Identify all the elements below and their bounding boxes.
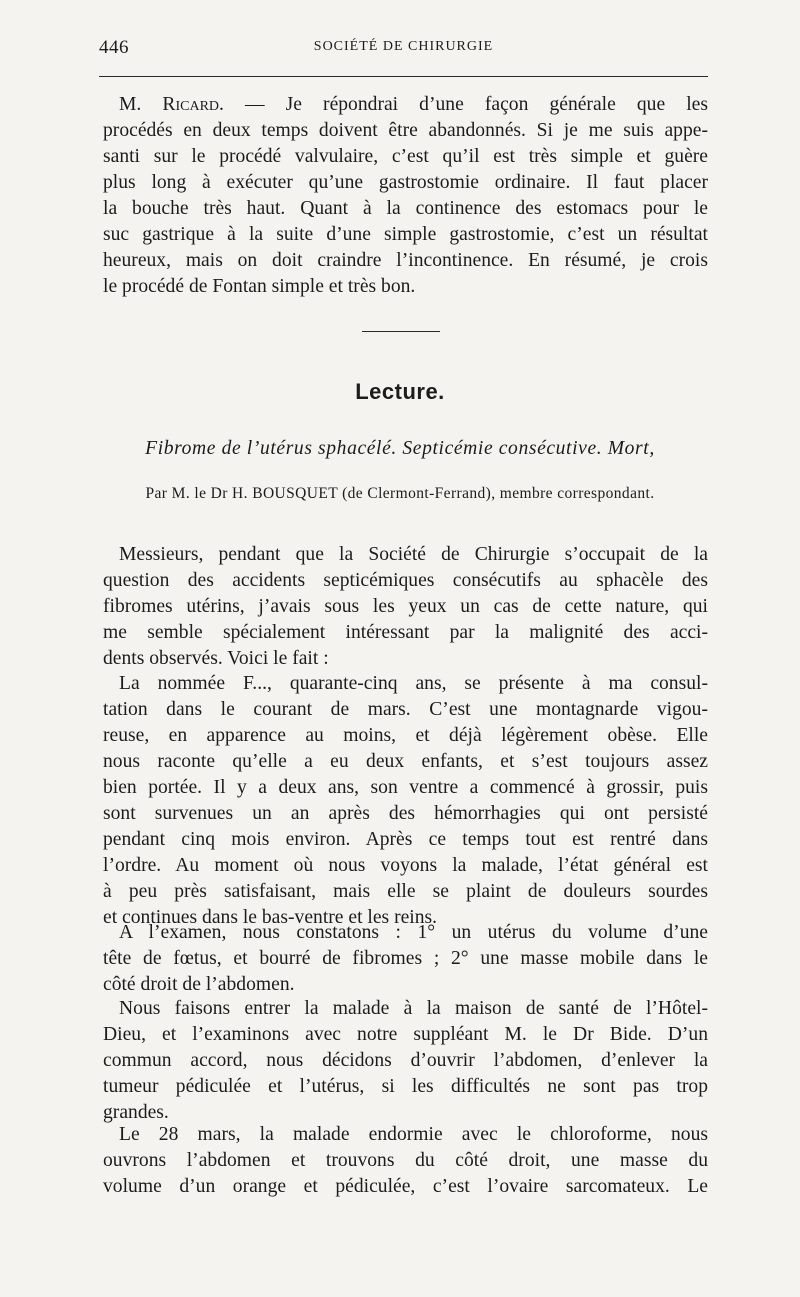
text-line: l’ordre. Au moment où nous voyons la malade, l’état général est — [103, 855, 708, 876]
text-line: dents observés. Voici le fait : — [103, 648, 329, 669]
header-rule — [99, 76, 708, 77]
text-line: ouvrons l’abdomen et trouvons du côté droit, une masse du — [103, 1150, 708, 1171]
body-paragraph — [103, 671, 708, 931]
text-line: tumeur pédiculée et l’utérus, si les difficultés ne sont pas trop — [103, 1076, 708, 1097]
text-line: santi sur le procédé valvulaire, c’est qu’il est très simple et guère — [103, 146, 708, 167]
body-paragraph — [103, 1122, 708, 1200]
text-line — [103, 92, 708, 118]
body-paragraph — [103, 996, 708, 1126]
text-line: bien portée. Il y a deux ans, son ventre a commencé à grossir, puis — [103, 777, 708, 798]
byline: Par M. le Dr H. BOUSQUET (de Clermont-Ferrand), membre correspondant. — [145, 485, 655, 502]
text-line: Nous faisons entrer la malade à la maison de santé de l’Hôtel- — [119, 998, 708, 1019]
text-line: question des accidents septicémiques consécutifs au sphacèle des — [103, 570, 708, 591]
text-line: heureux, mais on doit craindre l’incontinence. En résumé, je crois — [103, 250, 708, 271]
text-line: et continues dans le bas-ventre et les reins. — [103, 907, 438, 928]
text-line: suc gastrique à la suite d’une simple gastrostomie, c’est un résultat — [103, 224, 708, 245]
text-line: à peu près satisfaisant, mais elle se plaint de douleurs sourdes — [103, 881, 708, 902]
speaker-name: M. Ricard. — [119, 94, 224, 115]
body-paragraph — [103, 542, 708, 672]
text-line: la bouche très haut. Quant à la continence des estomacs pour le — [103, 198, 708, 219]
text-line: tation dans le courant de mars. C’est une montagnarde vigou- — [103, 699, 708, 720]
article-title: Fibrome de l’utérus sphacélé. Septicémie consécutive. Mort, — [145, 438, 655, 459]
text-line: Messieurs, pendant que la Société de Chirurgie s’occupait de la — [119, 544, 708, 565]
discussion-text: — Je répondrai d’une façon générale que les — [223, 94, 708, 115]
body-paragraph — [103, 920, 708, 998]
text-line: sont survenues un an après des hémorrhagies qui ont persisté — [103, 803, 708, 824]
text-line: procédés en deux temps doivent être abandonnés. Si je me suis appe- — [103, 120, 708, 141]
text-line: pendant cinq mois environ. Après ce temps tout est rentré dans — [103, 829, 708, 850]
section-title: Lecture. — [355, 379, 445, 404]
text-line: me semble spécialement intéressant par la malignité des acci- — [103, 622, 708, 643]
text-line: plus long à exécuter qu’une gastrostomie ordinaire. Il faut placer — [103, 172, 708, 193]
text-line: Dieu, et l’examinons avec notre suppléant M. le Dr Bide. D’un — [103, 1024, 708, 1045]
text-line: A l’examen, nous constatons : 1° un utérus du volume d’une — [119, 922, 708, 943]
text-line: commun accord, nous décidons d’ouvrir l’abdomen, d’enlever la — [103, 1050, 708, 1071]
text-line: Le 28 mars, la malade endormie avec le chloroforme, nous — [119, 1124, 708, 1145]
text-line: nous raconte qu’elle a eu deux enfants, et s’est toujours assez — [103, 751, 708, 772]
text-line: La nommée F..., quarante-cinq ans, se présente à ma consul- — [119, 673, 708, 694]
page-number: 446 — [99, 37, 129, 58]
text-line: tête de fœtus, et bourré de fibromes ; 2° une masse mobile dans le — [103, 948, 708, 969]
text-line: reuse, en apparence au moins, et déjà légèrement obèse. Elle — [103, 725, 708, 746]
text-line: fibromes utérins, j’avais sous les yeux un cas de cette nature, qui — [103, 596, 708, 617]
text-line: grandes. — [103, 1102, 169, 1123]
text-line: côté droit de l’abdomen. — [103, 974, 295, 995]
text-line: volume d’un orange et pédiculée, c’est l’ovaire sarcomateux. Le — [103, 1176, 708, 1197]
section-divider — [362, 331, 440, 332]
text-line: le procédé de Fontan simple et très bon. — [103, 276, 416, 297]
running-title: SOCIÉTÉ DE CHIRURGIE — [313, 39, 494, 54]
discussion-paragraph — [103, 92, 708, 300]
page-header — [99, 37, 708, 63]
